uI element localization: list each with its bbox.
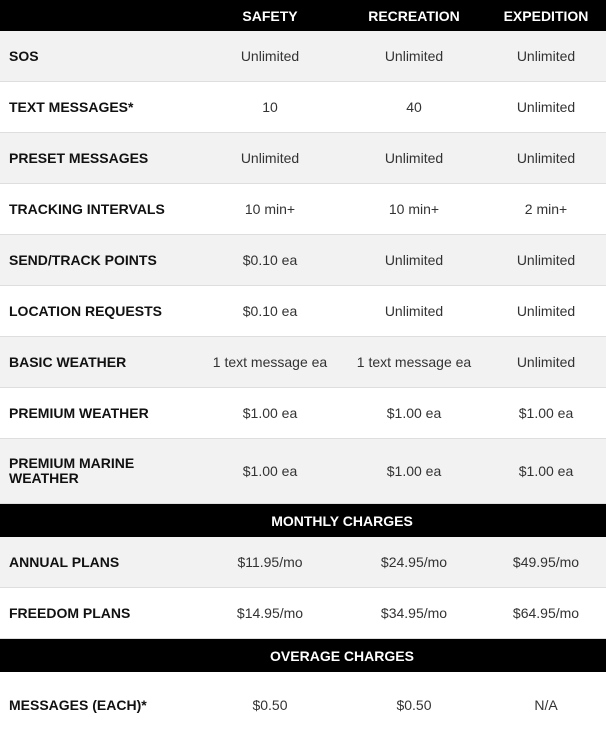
table-cell: Unlimited bbox=[384, 252, 444, 268]
table-cell: $49.95/mo bbox=[512, 554, 580, 570]
row-label: PREMIUM MARINE WEATHER bbox=[9, 455, 135, 486]
table-row bbox=[0, 82, 606, 133]
table-row bbox=[0, 672, 606, 738]
monthly-charges-header bbox=[0, 504, 606, 537]
table-cell: $34.95/mo bbox=[380, 605, 448, 621]
table-cell: Unlimited bbox=[516, 48, 576, 64]
row-label: ANNUAL PLANS bbox=[9, 553, 120, 570]
table-cell: $1.00 ea bbox=[386, 405, 442, 421]
overage-charges-header bbox=[0, 639, 606, 672]
table-row bbox=[0, 235, 606, 286]
table-cell: Unlimited bbox=[516, 99, 576, 115]
table-cell: Unlimited bbox=[384, 48, 444, 64]
table-row bbox=[0, 537, 606, 588]
table-cell: $0.10 ea bbox=[242, 303, 298, 319]
table-cell: 1 text message ea bbox=[212, 354, 328, 370]
table-cell: $1.00 ea bbox=[242, 405, 298, 421]
row-label: LOCATION REQUESTS bbox=[9, 302, 162, 319]
table-cell: $1.00 ea bbox=[518, 405, 574, 421]
table-cell: $0.50 bbox=[396, 697, 432, 713]
row-label: TEXT MESSAGES* bbox=[9, 98, 134, 115]
table-cell: Unlimited bbox=[516, 150, 576, 166]
table-cell: Unlimited bbox=[516, 354, 576, 370]
column-header-safety: SAFETY bbox=[242, 7, 298, 24]
table-row bbox=[0, 388, 606, 439]
row-label: MESSAGES (EACH)* bbox=[9, 696, 147, 713]
table-cell: $14.95/mo bbox=[236, 605, 304, 621]
table-cell: $1.00 ea bbox=[386, 463, 442, 479]
table-cell: $0.50 bbox=[252, 697, 288, 713]
table-row bbox=[0, 286, 606, 337]
table-cell: N/A bbox=[534, 697, 558, 713]
table-row bbox=[0, 184, 606, 235]
table-cell: $1.00 ea bbox=[242, 463, 298, 479]
table-cell: $1.00 ea bbox=[518, 463, 574, 479]
table-header bbox=[0, 0, 606, 31]
table-cell: 40 bbox=[406, 99, 422, 115]
table-cell: Unlimited bbox=[240, 48, 300, 64]
table-cell: Unlimited bbox=[384, 303, 444, 319]
table-cell: $64.95/mo bbox=[512, 605, 580, 621]
row-label: TRACKING INTERVALS bbox=[9, 200, 165, 217]
table-cell: $11.95/mo bbox=[237, 554, 303, 570]
table-row bbox=[0, 588, 606, 639]
row-label: PRESET MESSAGES bbox=[9, 149, 149, 166]
table-cell: 10 bbox=[262, 99, 278, 115]
table-cell: Unlimited bbox=[240, 150, 300, 166]
table-cell: Unlimited bbox=[516, 303, 576, 319]
table-cell: 1 text message ea bbox=[356, 354, 472, 370]
table-row bbox=[0, 439, 606, 504]
table-row bbox=[0, 133, 606, 184]
row-label: SEND/TRACK POINTS bbox=[9, 251, 157, 268]
section-title: MONTHLY CHARGES bbox=[271, 512, 413, 529]
row-label: FREEDOM PLANS bbox=[9, 604, 131, 621]
table-cell: $0.10 ea bbox=[242, 252, 298, 268]
column-header-expedition: EXPEDITION bbox=[503, 7, 589, 24]
row-label: SOS bbox=[9, 47, 39, 64]
table-cell: 2 min+ bbox=[524, 201, 568, 217]
table-cell: Unlimited bbox=[384, 150, 444, 166]
row-label: BASIC WEATHER bbox=[9, 353, 127, 370]
table-row bbox=[0, 31, 606, 82]
table-cell: Unlimited bbox=[516, 252, 576, 268]
row-label: PREMIUM WEATHER bbox=[9, 404, 149, 421]
table-cell: 10 min+ bbox=[388, 201, 440, 217]
table-row bbox=[0, 337, 606, 388]
section-title: OVERAGE CHARGES bbox=[270, 647, 414, 664]
table-cell: $24.95/mo bbox=[380, 554, 448, 570]
column-header-recreation: RECREATION bbox=[368, 7, 460, 24]
table-cell: 10 min+ bbox=[244, 201, 296, 217]
